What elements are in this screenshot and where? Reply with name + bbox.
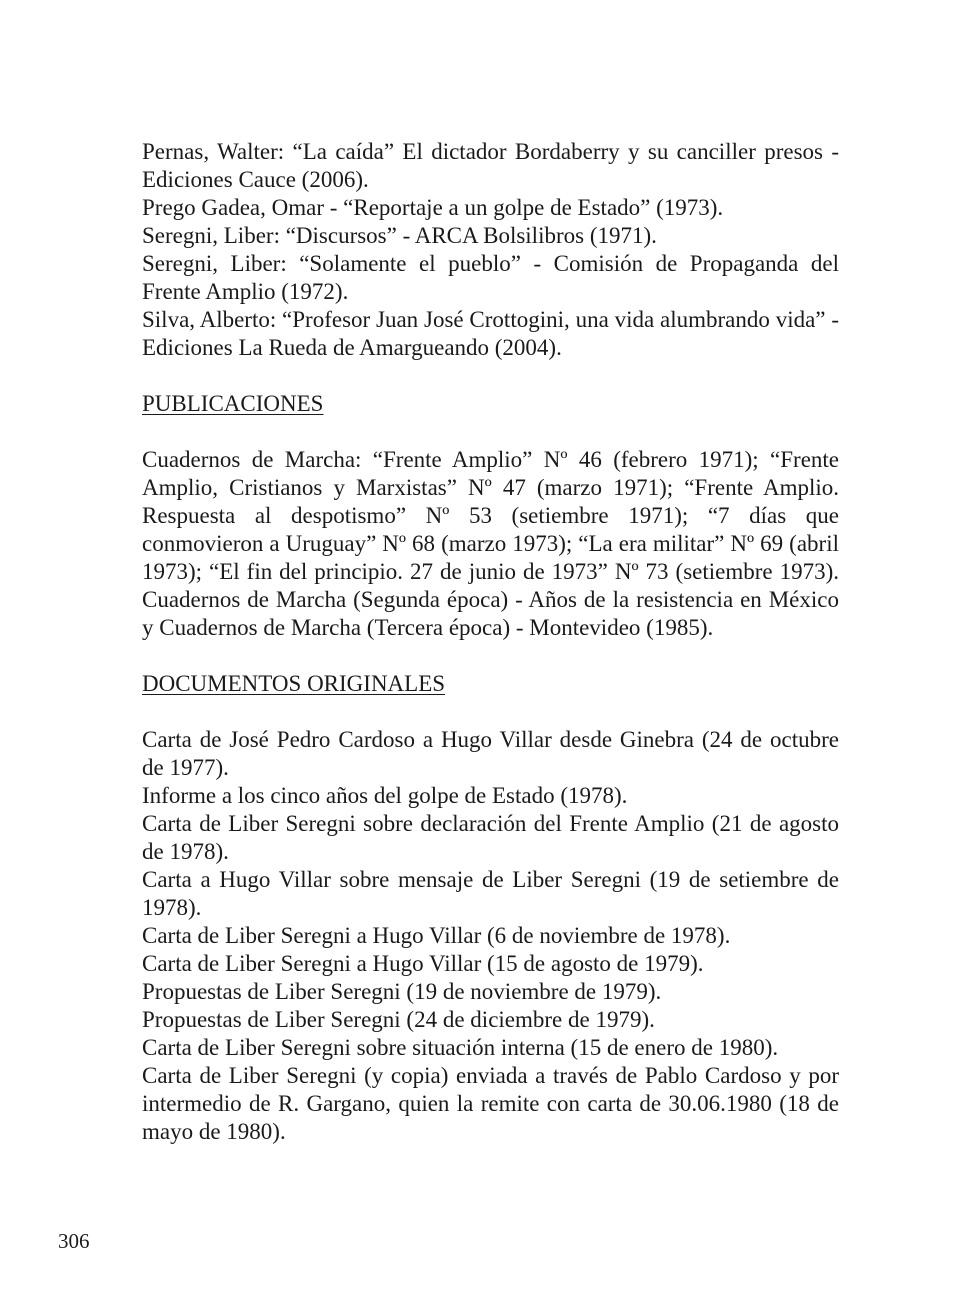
page-body	[142, 138, 839, 1146]
document-entry: Carta de Liber Seregni a Hugo Villar (15 de agosto de 1979).	[142, 951, 704, 976]
section-heading-publicaciones: PUBLICACIONES	[142, 391, 324, 416]
document-entry: Carta de José Pedro Cardoso a Hugo Villar desde Ginebra (24 de octubre de 1977).	[142, 727, 839, 780]
document-entry: Informe a los cinco años del golpe de Estado (1978).	[142, 783, 628, 808]
bibliography-entry: Seregni, Liber: “Solamente el pueblo” - Comisión de Propaganda del Frente Amplio (1972).	[142, 251, 839, 304]
bibliography-entry: Pernas, Walter: “La caída” El dictador Bordaberry y su canciller presos - Ediciones Cauce (2006).	[142, 139, 839, 192]
bibliography-list	[142, 138, 839, 362]
document-entry: Carta de Liber Seregni sobre declaración del Frente Amplio (21 de agosto de 1978).	[142, 811, 839, 864]
document-entry: Carta de Liber Seregni (y copia) enviada a través de Pablo Cardoso y por intermedio de R. Gargano, quien la remite con carta de 30.06.1980 (18 de mayo de 1980).	[142, 1063, 839, 1144]
document-entry: Carta de Liber Seregni a Hugo Villar (6 de noviembre de 1978).	[142, 923, 731, 948]
document-entry: Carta de Liber Seregni sobre situación interna (15 de enero de 1980).	[142, 1035, 779, 1060]
bibliography-entry: Silva, Alberto: “Profesor Juan José Crottogini, una vida alumbrando vida” - Ediciones La Rueda de Amargueando (2004).	[142, 307, 839, 360]
section-heading-documentos: DOCUMENTOS ORIGINALES	[142, 671, 446, 696]
publicaciones-paragraph: Cuadernos de Marcha: “Frente Amplio” Nº 46 (febrero 1971); “Frente Amplio, Cristianos y Marxistas” Nº 47 (marzo 1971); “Frente Amplio. Respuesta al despotismo” Nº 53 (setiembre 1971); “7 días que conmovieron a Uruguay” Nº 68 (marzo 1973); “La era militar” Nº 69 (abril 1973); “El fin del principio. 27 de junio de 1973” Nº 73 (setiembre 1973). Cuadernos de Marcha (Segunda época) - Años de la resistencia en México y Cuadernos de Marcha (Tercera época) - Montevideo (1985).	[142, 447, 839, 640]
bibliography-entry: Prego Gadea, Omar - “Reportaje a un golpe de Estado” (1973).	[142, 195, 724, 220]
bibliography-entry: Seregni, Liber: “Discursos” - ARCA Bolsilibros (1971).	[142, 223, 657, 248]
document-entry: Propuestas de Liber Seregni (19 de noviembre de 1979).	[142, 979, 662, 1004]
document-entry: Carta a Hugo Villar sobre mensaje de Liber Seregni (19 de setiembre de 1978).	[142, 867, 839, 920]
documentos-list	[142, 726, 839, 1146]
document-entry: Propuestas de Liber Seregni (24 de diciembre de 1979).	[142, 1007, 655, 1032]
page-number: 306	[58, 1229, 90, 1253]
